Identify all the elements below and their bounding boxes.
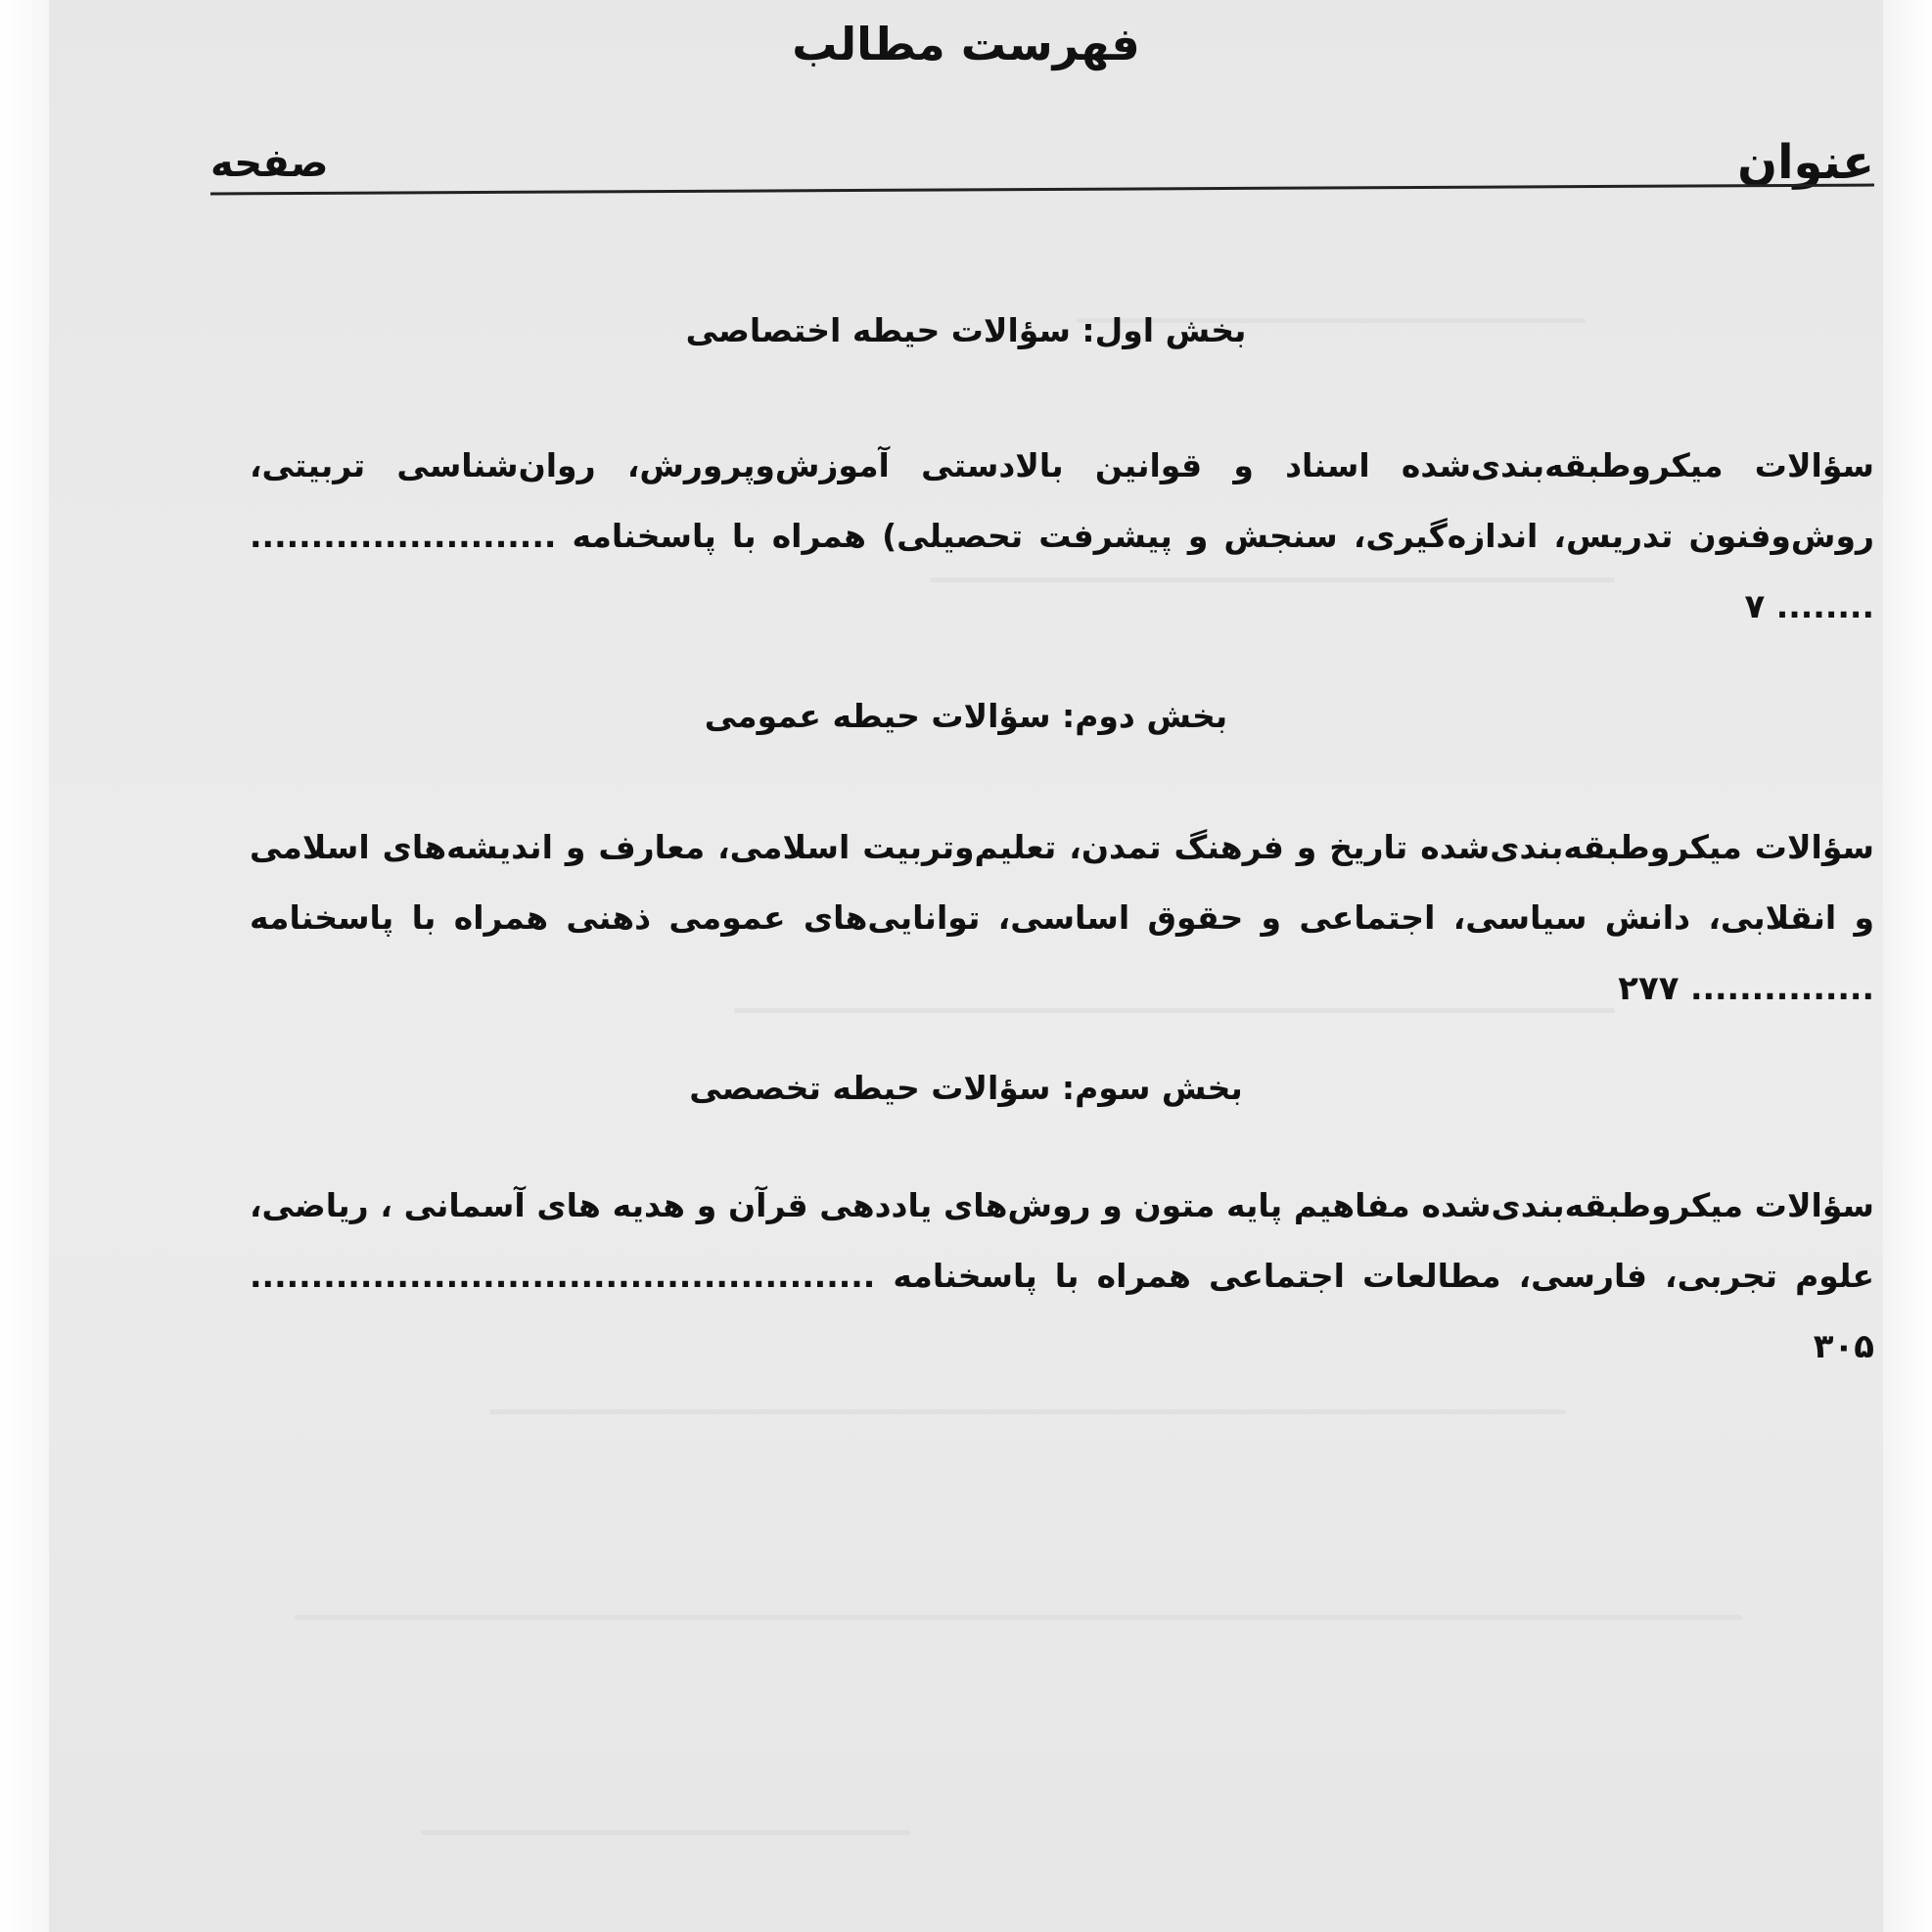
right-margin-strip [1883, 0, 1932, 1932]
section-heading-2: بخش دوم: سؤالات حیطه عمومی [704, 697, 1228, 735]
entry-text: سؤالات میکروطبقه‌بندی‌شده تاریخ و فرهنگ تمدن، تعلیم‌وتربیت اسلامی، معارف و اندیشه‌های اسلامی و انقلابی، دانش سیاسی، اجتماعی و حقوق اساسی، توانایی‌های عمومی ذهنی همراه با پاسخنامه [250, 828, 1874, 937]
entry-page-number: ۲۷۷ [1618, 969, 1679, 1008]
section-heading-1: بخش اول: سؤالات حیطه اختصاصی [685, 311, 1247, 349]
entry-page-number: ۳۰۵ [1813, 1327, 1874, 1366]
dot-leader: ......................... ........ [250, 517, 1874, 625]
toc-entry-3 [250, 1171, 1874, 1382]
left-margin-strip [0, 0, 49, 1932]
dot-leader: ............... [1689, 969, 1874, 1007]
toc-page [49, 0, 1883, 1932]
column-page-label: صفحه [210, 141, 329, 186]
show-through-line [489, 1409, 1566, 1414]
entry-text: سؤالات میکروطبقه‌بندی‌شده مفاهیم پایه متون و روش‌های یاددهی قرآن و هدیه های آسمانی ، ریاضی، علوم تجربی، فارسی، مطالعات اجتماعی همراه با پاسخنامه [250, 1186, 1874, 1295]
toc-entry-1 [250, 431, 1874, 642]
page-title: فهرست مطالب [792, 18, 1140, 70]
show-through-line [421, 1830, 910, 1835]
column-title-label: عنوان [1737, 135, 1874, 190]
entry-text: سؤالات میکروطبقه‌بندی‌شده اسناد و قوانین بالادستی آموزش‌وپرورش، روان‌شناسی تربیتی، روش‌وفنون تدریس، اندازه‌گیری، سنجش و پیشرفت تحصیلی) همراه با پاسخنامه [250, 446, 1874, 555]
section-heading-3: بخش سوم: سؤالات حیطه تخصصی [689, 1069, 1243, 1107]
show-through-line [294, 1615, 1742, 1620]
entry-page-number: ۷ [1744, 587, 1766, 626]
toc-entry-2 [250, 812, 1874, 1024]
dot-leader: ................................................... [250, 1257, 876, 1295]
